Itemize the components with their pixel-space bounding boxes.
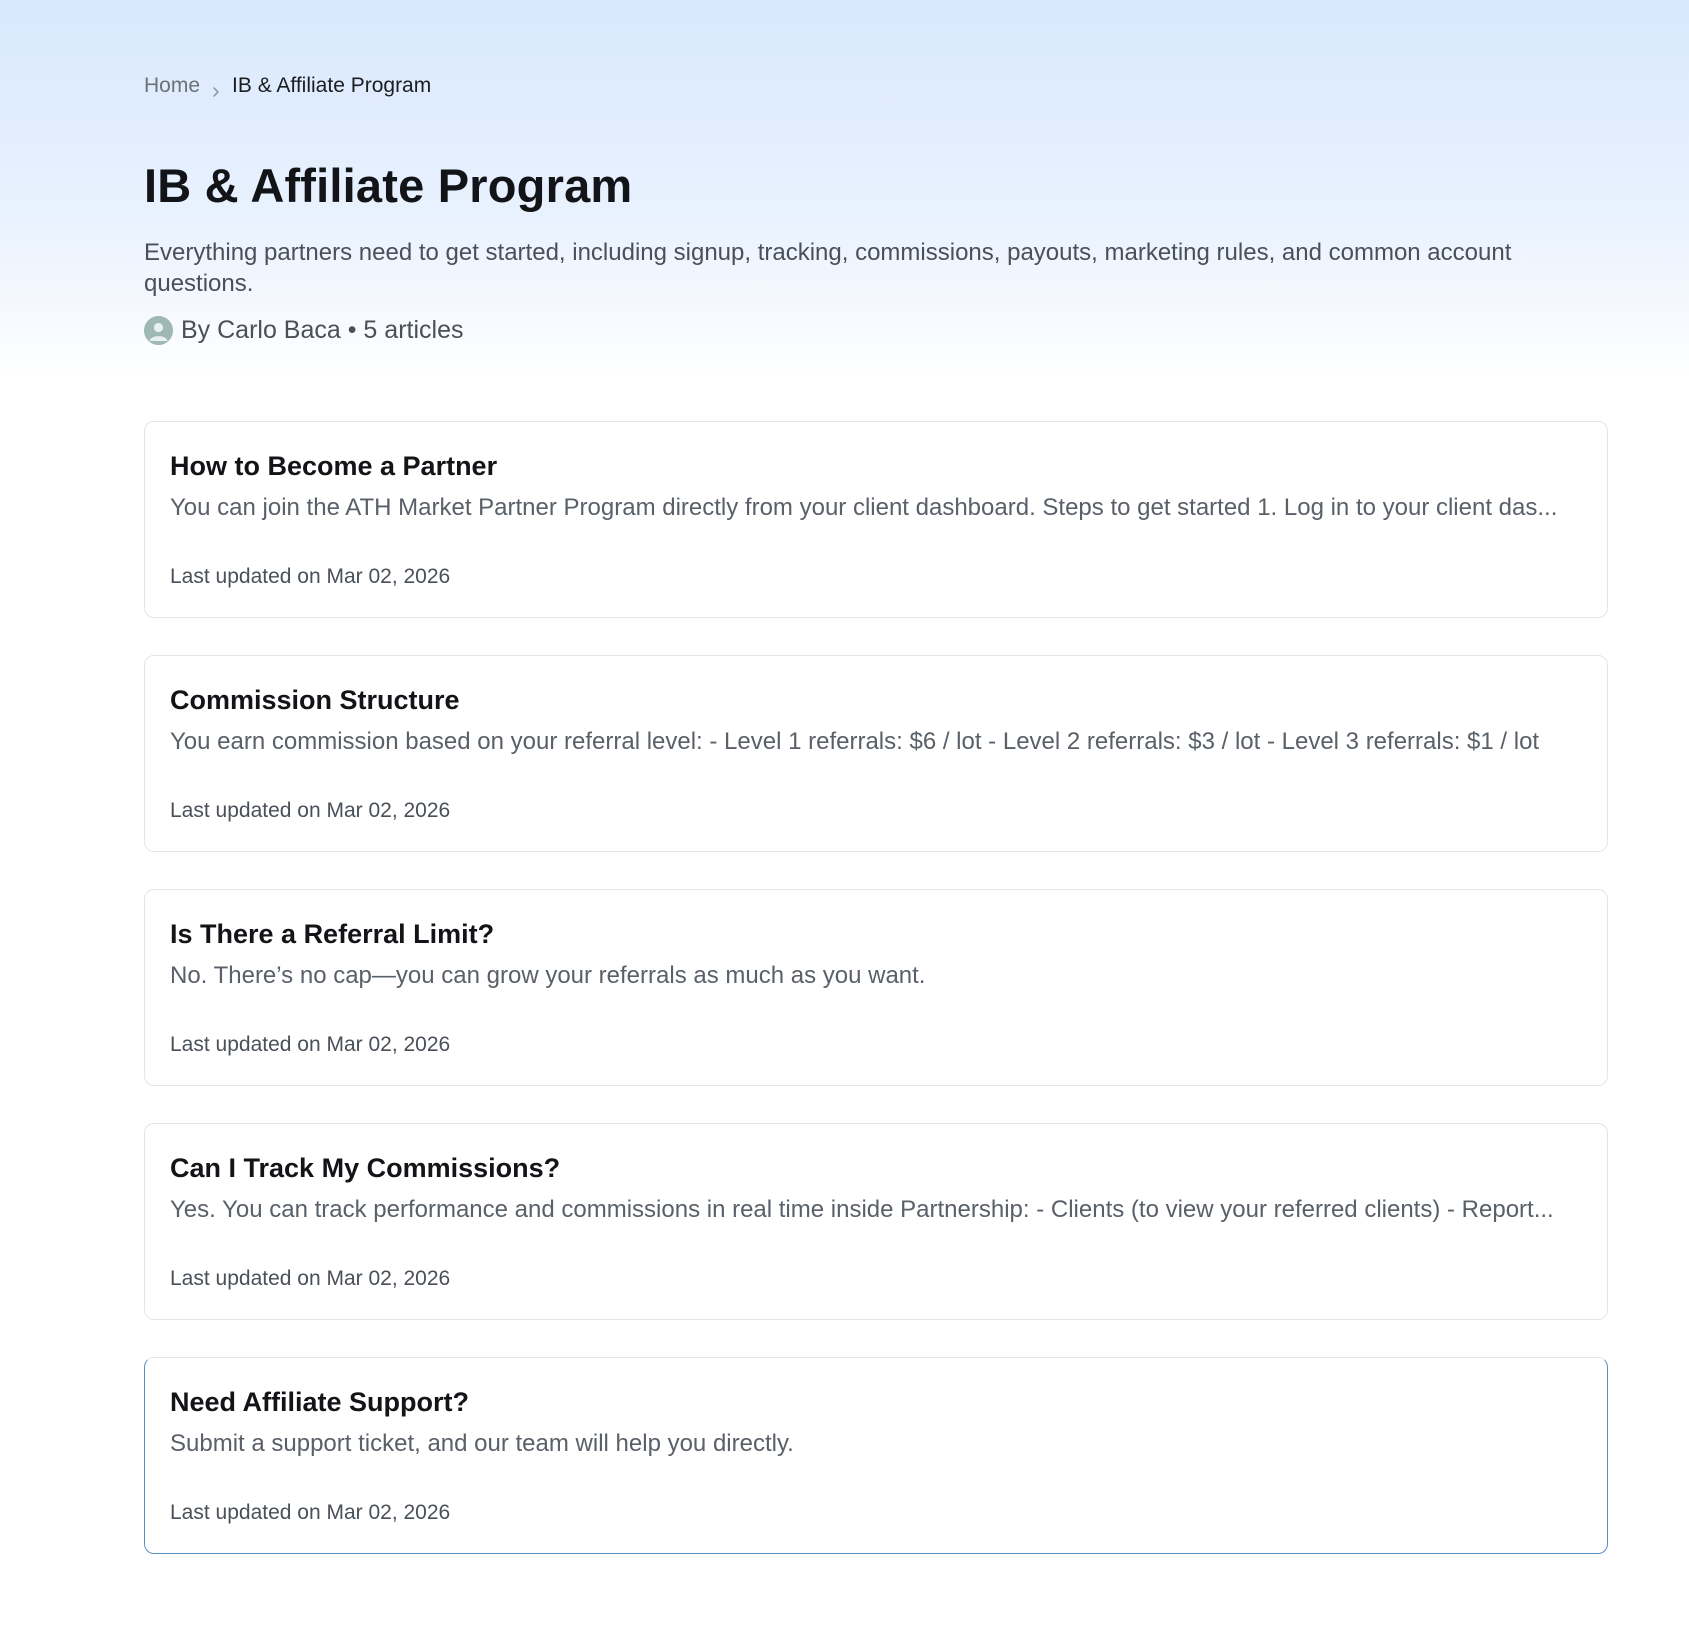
article-excerpt: You can join the ATH Market Partner Program directly from your client dashboard. Steps to get started 1. Log in to your client das...: [170, 494, 1558, 521]
author-line-text: By Carlo Baca • 5 articles: [181, 316, 464, 344]
breadcrumb-current: IB & Affiliate Program: [232, 74, 432, 97]
article-updated-date: Last updated on Mar 02, 2026: [170, 565, 451, 588]
article-updated-date: Last updated on Mar 02, 2026: [170, 1267, 451, 1290]
article-updated-date: Last updated on Mar 02, 2026: [170, 799, 451, 822]
article-card[interactable]: [144, 1357, 1608, 1554]
article-updated-date: Last updated on Mar 02, 2026: [170, 1501, 451, 1524]
article-card[interactable]: [144, 889, 1608, 1086]
article-updated-date: Last updated on Mar 02, 2026: [170, 1033, 451, 1056]
user-avatar-icon: [144, 316, 173, 345]
article-excerpt: Submit a support ticket, and our team will help you directly.: [170, 1430, 794, 1457]
article-excerpt: No. There’s no cap—you can grow your referrals as much as you want.: [170, 962, 926, 989]
article-card[interactable]: [144, 421, 1608, 618]
author-info: [144, 314, 463, 346]
article-excerpt: Yes. You can track performance and commissions in real time inside Partnership: - Clients (to view your referred clients) - Report...: [170, 1196, 1554, 1223]
collection-description: Everything partners need to get started, including signup, tracking, commissions, payouts, marketing rules, and common account questions.: [144, 239, 1512, 297]
page-title: IB & Affiliate Program: [144, 159, 633, 212]
article-title[interactable]: Commission Structure: [170, 685, 460, 715]
article-card[interactable]: [144, 1123, 1608, 1320]
article-list: [144, 421, 1608, 1591]
article-title[interactable]: How to Become a Partner: [170, 451, 498, 481]
article-title[interactable]: Is There a Referral Limit?: [170, 919, 495, 949]
breadcrumb-home-link[interactable]: Home: [144, 74, 201, 97]
article-title[interactable]: Need Affiliate Support?: [170, 1387, 470, 1417]
article-card[interactable]: [144, 655, 1608, 852]
article-title[interactable]: Can I Track My Commissions?: [170, 1153, 561, 1183]
breadcrumb: [144, 72, 431, 100]
chevron-right-icon: [209, 79, 223, 93]
article-excerpt: You earn commission based on your referral level: - Level 1 referrals: $6 / lot - Level 2 referrals: $3 / lot - Level 3 referrals: $1 / lot: [170, 728, 1540, 755]
